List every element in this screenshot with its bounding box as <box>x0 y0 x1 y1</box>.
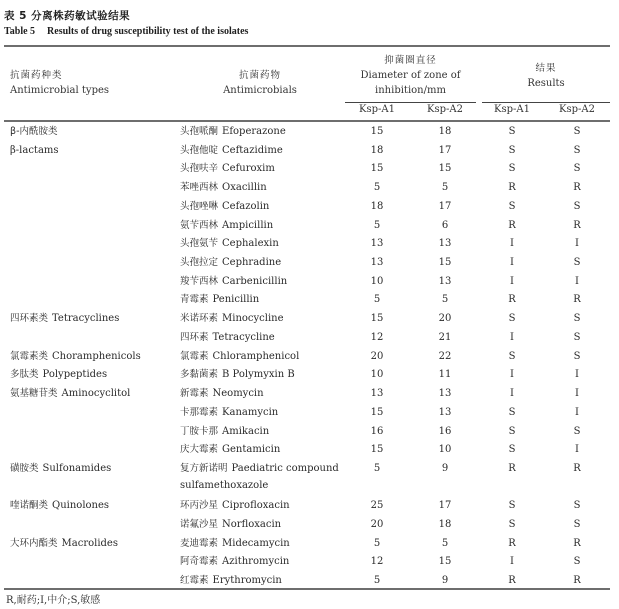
table-row <box>0 310 619 329</box>
type-en: Macrolides <box>61 537 118 549</box>
drug-cn: 庆大霉素 <box>180 444 219 456</box>
diameter-ksp-a1: 5 <box>373 537 381 549</box>
result-ksp-a2: S <box>573 519 581 531</box>
type-cn: 氯霉素类 <box>10 350 49 362</box>
drug-en: Ceftazidime <box>222 144 283 156</box>
type-en: Choramphenicols <box>52 350 141 362</box>
antimicrobial <box>180 217 273 234</box>
result-ksp-a2: S <box>573 425 581 437</box>
drug-en: Azithromycin <box>222 556 290 568</box>
table-row <box>0 291 619 310</box>
result-ksp-a2: R <box>573 182 581 194</box>
header-results-en: Results <box>527 78 565 89</box>
subheader-results-ksp-a1: Ksp-A1 <box>494 104 530 115</box>
drug-cn: 四环素 <box>180 331 209 343</box>
type-cn: 磺胺类 <box>10 462 39 474</box>
drug-cn: 丁胺卡那 <box>180 425 219 437</box>
header-drugs-en: Antimicrobials <box>223 85 297 96</box>
antimicrobial-type <box>10 310 119 328</box>
results-group-rule <box>482 102 610 103</box>
diameter-ksp-a2: 15 <box>438 257 452 269</box>
result-ksp-a1: R <box>508 462 516 474</box>
header-diameter-en-2: inhibition/mm <box>375 85 446 96</box>
diameter-ksp-a1: 13 <box>370 257 384 269</box>
drug-cn: 米诺环素 <box>180 313 219 325</box>
result-ksp-a1: S <box>508 144 516 156</box>
table-row <box>0 235 619 254</box>
drug-en: Amikacin <box>222 425 270 437</box>
diameter-ksp-a2: 17 <box>438 144 452 156</box>
result-ksp-a1: S <box>508 126 516 137</box>
result-ksp-a1: S <box>508 163 516 175</box>
drug-cn: 青霉素 <box>180 294 209 306</box>
drug-en: Cefuroxim <box>222 163 275 175</box>
result-ksp-a1: S <box>508 406 516 418</box>
antimicrobial <box>180 329 275 346</box>
result-ksp-a2: I <box>575 444 579 456</box>
diameter-ksp-a1: 10 <box>370 275 384 287</box>
diameter-ksp-a2: 15 <box>438 163 452 175</box>
diameter-ksp-a2: 18 <box>438 126 452 137</box>
diameter-ksp-a1: 5 <box>373 294 381 306</box>
drug-cn: 头孢氨苄 <box>180 238 219 250</box>
antimicrobial-type <box>10 142 59 160</box>
antimicrobial <box>180 310 284 327</box>
antimicrobial <box>180 385 264 402</box>
header-results-group <box>482 61 610 91</box>
table-row <box>0 535 619 554</box>
type-cn: 喹诺酮类 <box>10 500 49 512</box>
table-caption-en <box>4 26 248 37</box>
drug-en: Paediatric compound <box>231 462 339 474</box>
table-row <box>0 497 619 516</box>
drug-cn: 红霉素 <box>180 575 209 587</box>
antimicrobial-type <box>10 123 62 141</box>
table-row <box>0 366 619 385</box>
diameter-ksp-a2: 16 <box>438 425 452 437</box>
drug-cn: 多黏菌素 <box>180 369 219 381</box>
diameter-ksp-a2: 13 <box>438 238 452 250</box>
diameter-ksp-a1: 15 <box>370 444 384 456</box>
type-cn: β-内酰胺类 <box>10 126 58 137</box>
drug-cn: 诺氟沙星 <box>180 519 219 531</box>
type-cn: 多肽类 <box>10 369 39 381</box>
drug-en: Midecamycin <box>222 537 290 549</box>
result-ksp-a2: S <box>573 200 581 212</box>
table-row <box>0 273 619 292</box>
result-ksp-a1: S <box>508 444 516 456</box>
diameter-ksp-a2: 6 <box>441 219 449 231</box>
drug-en: Oxacillin <box>222 182 267 194</box>
antimicrobial <box>180 460 339 494</box>
antimicrobial <box>180 235 279 252</box>
antimicrobial <box>180 404 278 421</box>
diameter-ksp-a1: 15 <box>370 406 384 418</box>
result-ksp-a2: S <box>573 144 581 156</box>
antimicrobial <box>180 348 299 365</box>
type-en: β-lactams <box>10 144 59 156</box>
antimicrobial <box>180 142 283 159</box>
diameter-ksp-a2: 10 <box>438 444 452 456</box>
table-label: Table 5 <box>4 26 36 37</box>
table-row <box>0 553 619 572</box>
header-antimicrobials <box>210 68 310 98</box>
antimicrobial <box>180 535 290 552</box>
diameter-ksp-a2: 9 <box>441 575 449 587</box>
drug-en: Gentamicin <box>222 444 281 456</box>
antimicrobial <box>180 123 286 140</box>
drug-cn: 氯霉素 <box>180 350 209 362</box>
diameter-ksp-a1: 5 <box>373 219 381 231</box>
result-ksp-a1: S <box>508 425 516 437</box>
diameter-ksp-a2: 13 <box>438 388 452 400</box>
result-ksp-a2: R <box>573 294 581 306</box>
diameter-ksp-a1: 16 <box>370 425 384 437</box>
drug-en: B Polymyxin B <box>222 369 295 381</box>
diameter-ksp-a1: 20 <box>370 350 384 362</box>
diameter-ksp-a2: 17 <box>438 200 452 212</box>
result-ksp-a1: R <box>508 294 516 306</box>
type-en: Quinolones <box>52 500 110 512</box>
diameter-ksp-a2: 5 <box>441 182 449 194</box>
diameter-ksp-a2: 13 <box>438 406 452 418</box>
table-row <box>0 441 619 460</box>
diameter-ksp-a1: 5 <box>373 182 381 194</box>
antimicrobial <box>180 291 259 308</box>
drug-en: Neomycin <box>212 388 264 400</box>
result-ksp-a2: R <box>573 219 581 231</box>
antimicrobial <box>180 572 282 589</box>
drug-en: Minocycline <box>222 313 284 325</box>
table-row <box>0 404 619 423</box>
drug-en: Erythromycin <box>212 575 282 587</box>
subheader-results-ksp-a2: Ksp-A2 <box>559 104 595 115</box>
result-ksp-a2: R <box>573 462 581 474</box>
diameter-ksp-a1: 5 <box>373 575 381 587</box>
result-ksp-a2: S <box>573 163 581 175</box>
result-ksp-a2: I <box>575 369 579 381</box>
drug-cn: 卡那霉素 <box>180 406 219 418</box>
drug-en: Kanamycin <box>222 406 279 418</box>
drug-en: Carbenicillin <box>222 275 288 287</box>
table-row <box>0 329 619 348</box>
result-ksp-a1: S <box>508 500 516 512</box>
antimicrobial <box>180 516 281 533</box>
antimicrobial-type <box>10 385 130 403</box>
result-ksp-a1: R <box>508 537 516 549</box>
header-results-cn: 结果 <box>535 63 557 74</box>
drug-en: Ampicillin <box>222 219 274 231</box>
result-ksp-a1: I <box>510 275 514 287</box>
diameter-ksp-a1: 15 <box>370 126 384 137</box>
drug-cn: 阿奇霉素 <box>180 556 219 568</box>
result-ksp-a2: I <box>575 406 579 418</box>
table-row <box>0 142 619 161</box>
table-row <box>0 198 619 217</box>
diameter-ksp-a2: 5 <box>441 294 449 306</box>
drug-en: Cephradine <box>222 257 282 269</box>
drug-cn: 头孢他啶 <box>180 144 219 156</box>
result-ksp-a1: I <box>510 238 514 250</box>
drug-en: Norfloxacin <box>222 519 282 531</box>
diameter-ksp-a1: 25 <box>370 500 384 512</box>
result-ksp-a1: I <box>510 388 514 400</box>
antimicrobial <box>180 179 267 196</box>
table-row <box>0 516 619 535</box>
result-ksp-a1: S <box>508 200 516 212</box>
table-row <box>0 254 619 273</box>
result-ksp-a1: I <box>510 556 514 568</box>
result-ksp-a1: S <box>508 313 516 325</box>
antimicrobial-type <box>10 366 107 384</box>
diameter-ksp-a1: 13 <box>370 238 384 250</box>
diameter-ksp-a1: 10 <box>370 369 384 381</box>
antimicrobial <box>180 198 269 215</box>
diameter-ksp-a2: 11 <box>438 369 452 381</box>
drug-cn: 头孢呋辛 <box>180 163 219 175</box>
table-body <box>0 123 619 591</box>
header-diameter-en-1: Diameter of zone of <box>360 70 461 81</box>
drug-en: Ciprofloxacin <box>222 500 290 512</box>
header-diameter-group <box>345 53 476 98</box>
diameter-ksp-a1: 15 <box>370 163 384 175</box>
header-types-cn: 抗菌药种类 <box>10 70 63 81</box>
type-en: Aminocyclitol <box>61 388 131 400</box>
table-caption-cn: 表 5 分离株药敏试验结果 <box>4 10 131 22</box>
result-ksp-a1: I <box>510 369 514 381</box>
subheader-diameter-ksp-a2: Ksp-A2 <box>427 104 463 115</box>
diameter-ksp-a1: 5 <box>373 462 381 474</box>
result-ksp-a1: I <box>510 257 514 269</box>
result-ksp-a2: S <box>573 313 581 325</box>
antimicrobial <box>180 553 289 570</box>
result-ksp-a2: S <box>573 126 581 137</box>
diameter-ksp-a1: 12 <box>370 331 384 343</box>
table-row <box>0 348 619 367</box>
diameter-ksp-a1: 13 <box>370 388 384 400</box>
top-rule <box>4 45 610 47</box>
antimicrobial-type <box>10 460 111 478</box>
drug-cn: 复方新诺明 <box>180 462 228 474</box>
result-ksp-a2: S <box>573 331 581 343</box>
type-cn: 氨基糖苷类 <box>10 388 58 400</box>
drug-cn: 头孢哌酮 <box>180 126 219 137</box>
antimicrobial-type <box>10 497 109 515</box>
drug-en: Cefazolin <box>222 200 270 212</box>
type-cn: 四环素类 <box>10 313 49 325</box>
header-diameter-cn: 抑菌圈直径 <box>384 55 437 66</box>
table-row <box>0 179 619 198</box>
diameter-ksp-a1: 18 <box>370 200 384 212</box>
subheader-diameter-ksp-a1: Ksp-A1 <box>359 104 395 115</box>
antimicrobial <box>180 497 290 514</box>
type-cn: 大环内酯类 <box>10 537 58 549</box>
antimicrobial-type <box>10 348 141 366</box>
header-rule <box>4 120 610 122</box>
diameter-ksp-a2: 18 <box>438 519 452 531</box>
diameter-ksp-a2: 9 <box>441 462 449 474</box>
table-row <box>0 460 619 497</box>
diameter-ksp-a1: 12 <box>370 556 384 568</box>
result-ksp-a1: I <box>510 331 514 343</box>
drug-cn: 头孢拉定 <box>180 257 219 269</box>
diameter-ksp-a1: 18 <box>370 144 384 156</box>
diameter-ksp-a2: 22 <box>438 350 452 362</box>
antimicrobial <box>180 254 281 271</box>
diameter-group-rule <box>345 102 476 103</box>
result-ksp-a1: S <box>508 350 516 362</box>
drug-cn: 环丙沙星 <box>180 500 219 512</box>
table-row <box>0 160 619 179</box>
result-ksp-a1: R <box>508 219 516 231</box>
antimicrobial-type <box>10 535 118 553</box>
drug-cn: 氨苄西林 <box>180 219 219 231</box>
antimicrobial <box>180 160 275 177</box>
drug-cn: 新霉素 <box>180 388 209 400</box>
result-ksp-a1: R <box>508 182 516 194</box>
drug-cn: 羧苄西林 <box>180 275 219 287</box>
drug-cn: 麦迪霉素 <box>180 537 219 549</box>
type-en: Tetracyclines <box>52 313 120 325</box>
diameter-ksp-a2: 21 <box>438 331 452 343</box>
result-ksp-a2: R <box>573 575 581 587</box>
drug-en: Chloramphenicol <box>212 350 300 362</box>
diameter-ksp-a2: 15 <box>438 556 452 568</box>
table-title: Results of drug susceptibility test of the isolates <box>47 26 249 37</box>
table-row <box>0 123 619 142</box>
diameter-ksp-a2: 13 <box>438 275 452 287</box>
antimicrobial <box>180 273 287 290</box>
result-ksp-a2: S <box>573 350 581 362</box>
diameter-ksp-a1: 20 <box>370 519 384 531</box>
result-ksp-a2: S <box>573 257 581 269</box>
drug-en-line2: sulfamethoxazole <box>180 479 269 491</box>
drug-cn: 苯唑西林 <box>180 182 219 194</box>
header-antimicrobial-types <box>10 68 109 98</box>
result-ksp-a2: I <box>575 238 579 250</box>
header-types-en: Antimicrobial types <box>10 85 110 96</box>
type-en: Sulfonamides <box>42 462 112 474</box>
diameter-ksp-a2: 17 <box>438 500 452 512</box>
antimicrobial <box>180 366 295 383</box>
result-ksp-a1: R <box>508 575 516 587</box>
result-ksp-a2: S <box>573 500 581 512</box>
result-ksp-a1: S <box>508 519 516 531</box>
type-en: Polypeptides <box>42 369 108 381</box>
drug-en: Cephalexin <box>222 238 279 250</box>
drug-en: Penicillin <box>212 294 260 306</box>
antimicrobial <box>180 441 280 458</box>
table-row <box>0 217 619 236</box>
drug-en: Efoperazone <box>222 126 286 137</box>
drug-en: Tetracycline <box>212 331 275 343</box>
drug-cn: 头孢唑啉 <box>180 200 219 212</box>
diameter-ksp-a1: 15 <box>370 313 384 325</box>
table-row <box>0 385 619 404</box>
antimicrobial <box>180 423 269 440</box>
diameter-ksp-a2: 20 <box>438 313 452 325</box>
result-ksp-a2: I <box>575 275 579 287</box>
table-row <box>0 423 619 442</box>
diameter-ksp-a2: 5 <box>441 537 449 549</box>
header-drugs-cn: 抗菌药物 <box>238 70 281 81</box>
result-ksp-a2: R <box>573 537 581 549</box>
table-footnote: R,耐药;I,中介;S,敏感 <box>6 595 101 606</box>
result-ksp-a2: I <box>575 388 579 400</box>
bottom-rule <box>4 588 610 590</box>
result-ksp-a2: S <box>573 556 581 568</box>
